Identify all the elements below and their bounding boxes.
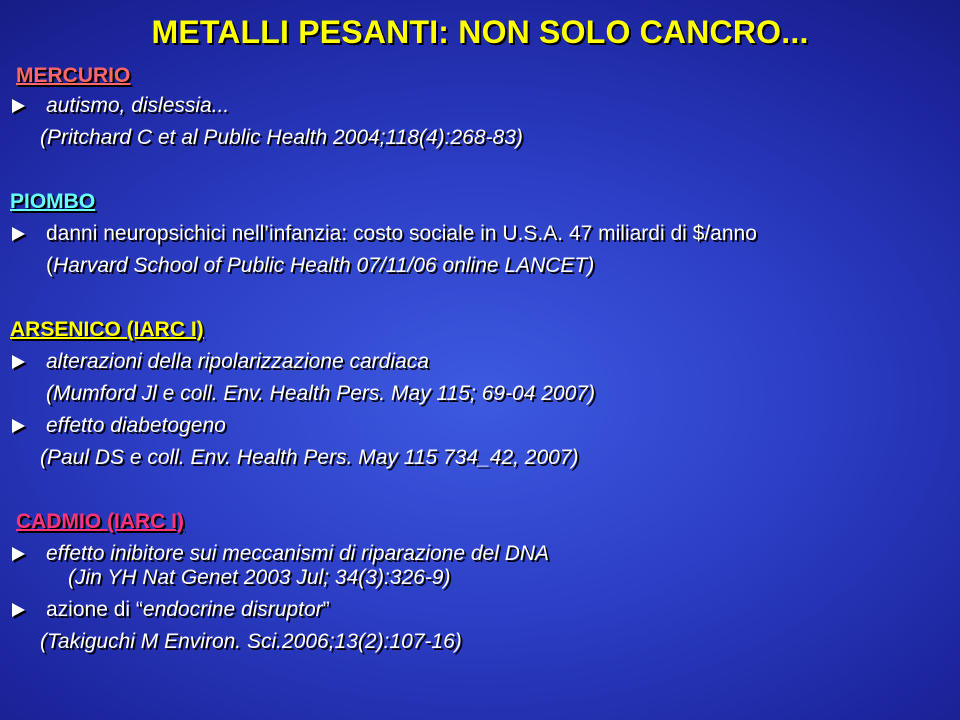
bullet-cadmio-1 [10,542,549,566]
bullet-mercurio-1 [10,94,229,118]
bullet-text-pre: azione di “ [46,598,143,621]
heading-mercurio: MERCURIO [16,64,131,87]
bullet-text: autismo, dislessia... [46,94,230,117]
reference-cadmio-1: (Jin YH Nat Genet 2003 Jul; 34(3):326-9) [68,566,451,589]
bullet-arsenico-2 [10,414,226,438]
bullet-piombo-1 [10,222,757,246]
bullet-text: danni neuropsichici nell’infanzia: costo sociale in U.S.A. 47 miliardi di $/anno [46,222,757,245]
reference-arsenico-2: (Paul DS e coll. Env. Health Pers. May 115 734_42, 2007) [40,446,579,469]
bullet-cadmio-2 [10,598,330,622]
reference-arsenico-1: (Mumford Jl e coll. Env. Health Pers. May 115; 69-04 2007) [46,382,595,405]
bullet-text-post: ” [322,598,330,621]
bullet-text-emphasis: endocrine disruptor [142,598,323,621]
heading-cadmio: CADMIO (IARC I) [16,510,184,533]
bullet-arrow-icon [10,222,46,246]
slide-title: METALLI PESANTI: NON SOLO CANCRO... [151,14,809,50]
bullet-arrow-icon [10,542,46,566]
bullet-arrow-icon [10,414,46,438]
bullet-text: effetto diabetogeno [46,414,226,437]
bullet-arrow-icon [10,350,46,374]
bullet-arrow-icon [10,598,46,622]
reference-text: Harvard School of Public Health 07/11/06 online LANCET) [53,254,595,277]
reference-mercurio-1: (Pritchard C et al Public Health 2004;118(4):268-83) [40,126,523,149]
reference-piombo-1 [46,254,594,278]
reference-open-paren: ( [46,254,53,277]
bullet-arsenico-1 [10,350,429,374]
heading-arsenico: ARSENICO (IARC I) [10,318,204,341]
bullet-text: effetto inibitore sui meccanismi di riparazione del DNA [46,542,550,565]
bullet-text: alterazioni della ripolarizzazione cardiaca [46,350,429,373]
heading-piombo: PIOMBO [10,190,96,213]
reference-cadmio-2: (Takiguchi M Environ. Sci.2006;13(2):107-16) [40,630,462,653]
bullet-arrow-icon [10,94,46,118]
